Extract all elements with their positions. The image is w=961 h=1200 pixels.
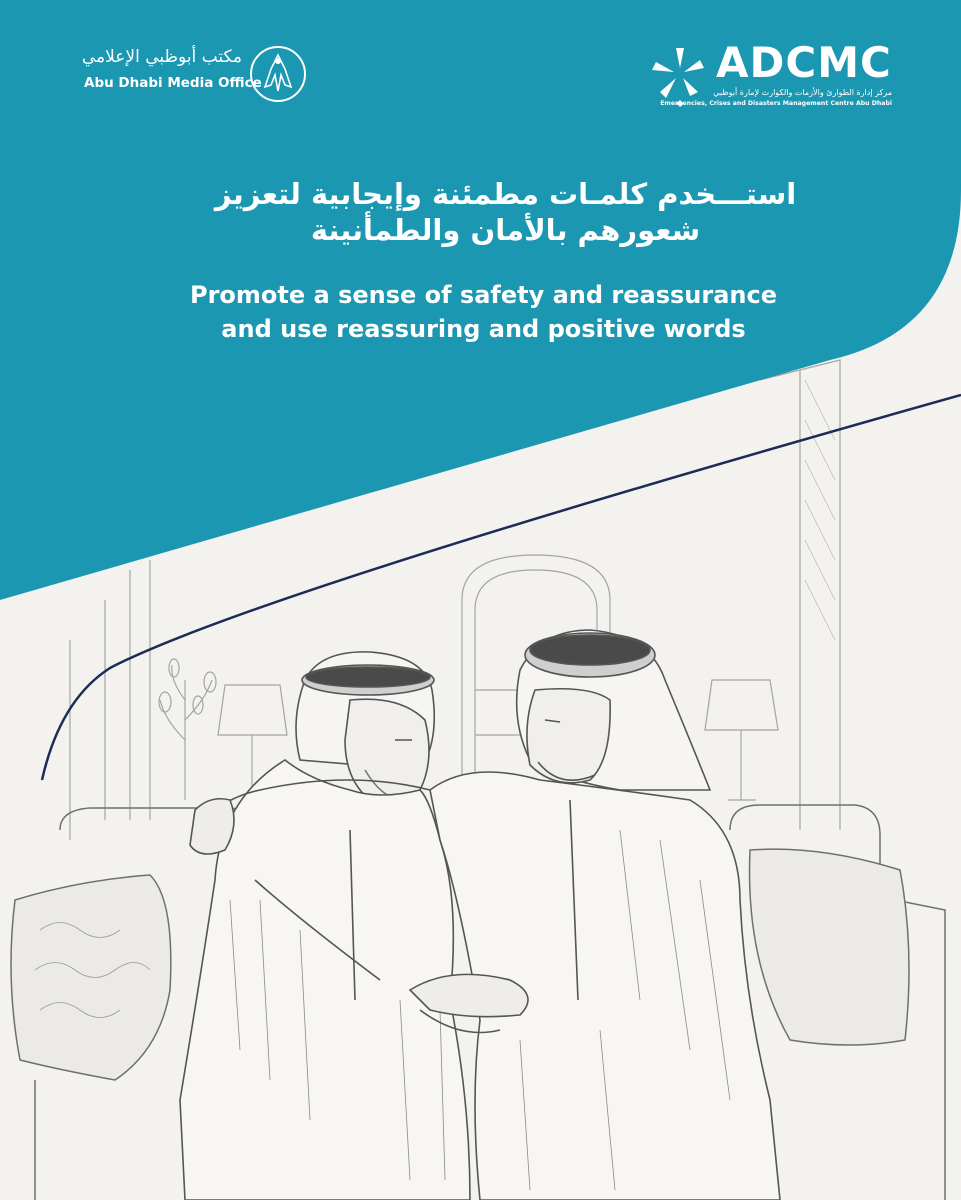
falcon-emblem-icon [249,45,307,103]
adcmc-name: ADCMC [716,38,892,87]
english-headline [0,278,961,346]
english-headline-line-2: and use reassuring and positive words [221,315,746,343]
arabic-headline-line-2: شعورهم بالأمان والطمأنينة [310,213,701,247]
media-office-english-name: Abu Dhabi Media Office [84,75,262,91]
adcmc-english-subtitle: Emergencies, Crises and Disasters Management Centre Abu Dhabi [660,100,892,107]
adcmc-star-icon [650,44,708,106]
adcmc-arabic-subtitle: مركز إدارة الطوارئ والأزمات والكوارث لإمارة أبوظبي [713,88,892,97]
arabic-headline [0,176,961,248]
english-headline-line-1: Promote a sense of safety and reassurance [190,281,777,309]
arabic-headline-line-1: استـــخدم كلمـات مطمئنة وإيجابية لتعزيز [214,177,797,211]
media-office-arabic-name: مكتب أبوظبي الإعلامي [81,47,242,67]
media-office-logo [81,45,314,105]
adcmc-logo [650,40,900,120]
